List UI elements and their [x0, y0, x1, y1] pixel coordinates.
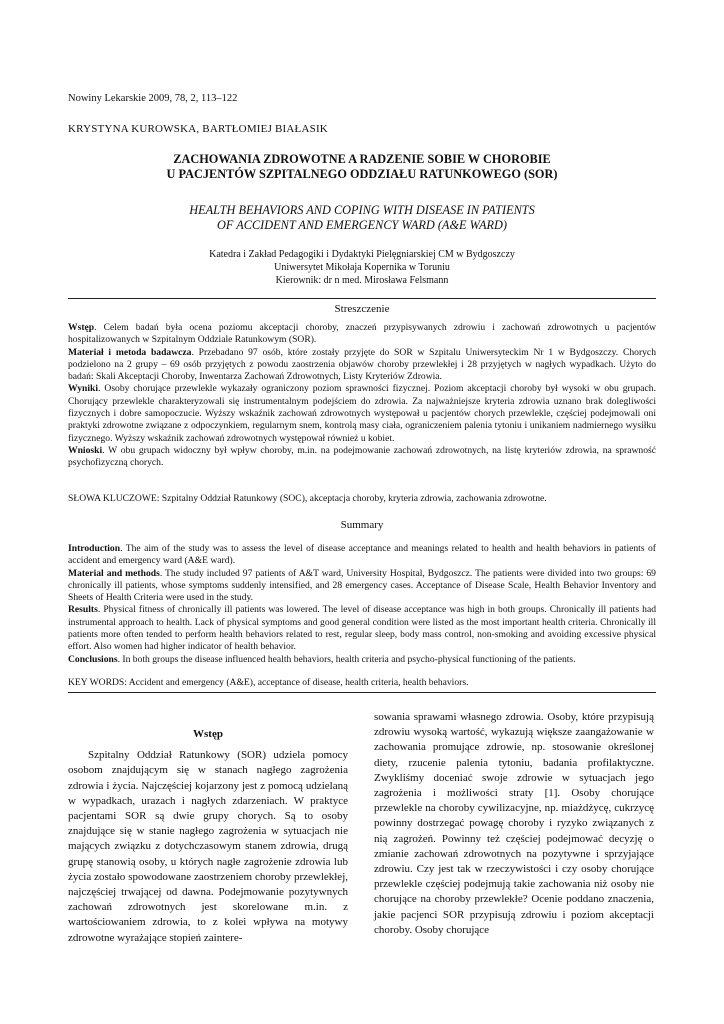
abstract-label: Wnioski — [68, 444, 103, 456]
body-paragraph: Szpitalny Oddział Ratunkowy (SOR) udziela pomocy osobom znajdującym się w stanach nagłego zagrożenia zdrowia i życia. Najczęściej kojarzony jest z pomocą udzielaną w wypadkach, urazach i nagłych zdarzeniach. W praktyce pacjentami SOR są dwie grupy chorych. Są to osoby znajdujące się w stanie nagłego zagrożenia w sytuacjach nie mających związku z dotychczasowym stanem zdrowia, drugą grupę stanowią osoby, u których nagłe zagrożenie zdrowia lub życia zostało spowodowane zaostrzeniem choroby przewlekłej, najczęściej trwającej od dawna. Podejmowanie pozytywnych zachowań zdrowotnych jest skorelowane m.in. z wartościowaniem zdrowia, to z kolei wpływa na motywy zdrowotne wyrażające stopień zaintere- — [68, 749, 348, 944]
abstract-text: . Przebadano 97 osób, które zostały przyjęte do SOR w Szpitalu Uniwersyteckim Nr 1 w Bydgoszczy. Chorych podzielono na 2 grupy – 69 osób przyjętych z powodu zaostrzenia objawów choroby przewlekłej i 28 przyjętych w nagłych wypadkach. Użyto do badań: Skali Akceptacji Choroby, Inwentarza Zachowań Zdrowotnych, Listy Kryteriów Zdrowia. — [68, 346, 656, 383]
section-heading: Wstęp — [193, 728, 223, 740]
title-polish — [68, 152, 656, 182]
abstract-label: Materiał i metoda badawcza — [68, 346, 192, 358]
abstract-label: Wyniki — [68, 383, 99, 395]
title-english-line: OF ACCIDENT AND EMERGENCY WARD (A&E WARD) — [217, 218, 507, 232]
keywords-english: KEY WORDS: Accident and emergency (A&E), acceptance of disease, health criteria, health behaviors. — [68, 677, 469, 688]
affiliation — [68, 249, 656, 287]
title-english — [68, 203, 656, 233]
title-polish-line: U PACJENTÓW SZPITALNEGO ODDZIAŁU RATUNKOWEGO (SOR) — [166, 167, 558, 181]
abstract-paragraph — [68, 322, 656, 347]
abstract-text: . W obu grupach widoczny był wpływ choroby, m.in. na podejmowanie zachowań zdrowotnych, na listę kryteriów zdrowia, na sprawność psychofizyczną chorych. — [68, 444, 656, 469]
authors: KRYSTYNA KUROWSKA, BARTŁOMIEJ BIAŁASIK — [68, 123, 328, 135]
streszczenie-heading: Streszczenie — [334, 303, 390, 315]
abstract-paragraph — [68, 383, 656, 444]
abstract-label: Results — [68, 604, 98, 616]
abstract-paragraph — [68, 347, 656, 384]
abstract-paragraph — [68, 568, 656, 605]
journal-reference: Nowiny Lekarskie 2009, 78, 2, 113–122 — [68, 93, 238, 104]
abstract-paragraph — [68, 445, 656, 470]
summary-heading: Summary — [340, 519, 384, 531]
abstract-paragraph — [68, 654, 656, 666]
divider — [68, 298, 656, 299]
affiliation-line: Katedra i Zakład Pedagogiki i Dydaktyki Pielęgniarskiej CM w Bydgoszczy — [209, 249, 515, 260]
body-paragraph: sowania sprawami własnego zdrowia. Osoby, które przypisują zdrowiu wysoką wartość, wykazują większe zaangażowanie w zachowania promujące zdrowie, np. stosowanie określonej diety, rzucenie palenia tytoniu, badania profilaktyczne. Zwykliśmy doceniać swoje zdrowie w sytuacjach jego zagrożenia i możliwości straty [1]. Osoby chorujące przewlekle na choroby cywilizacyjne, np. miażdżycę, cukrzycę powinny dostrzegać powagę choroby i ryzyko związanych z nią zagrożeń. Powinny też częściej podejmować decyzję o zmianie zachowań zdrowotnych na pozytywne i sprzyjające zdrowiu. Czy jest tak w rzeczywistości i czy osoby chorujące przewlekle częściej podejmują takie zachowania niż osoby nie chorujące na choroby przewlekłe? Ocenie poddano znaczenia, jakie pacjenci SOR przypisują zdrowiu i poziom akceptacji choroby. Osoby chorujące — [374, 711, 654, 936]
affiliation-line: Kierownik: dr n med. Mirosława Felsmann — [275, 274, 449, 286]
abstract-label: Material and methods — [68, 567, 160, 579]
title-polish-line: ZACHOWANIA ZDROWOTNE A RADZENIE SOBIE W CHOROBIE — [173, 152, 551, 166]
abstract-paragraph — [68, 543, 656, 568]
abstract-text: . In both groups the disease influenced health behaviors, health criteria and psycho-physical functioning of the patients. — [117, 653, 576, 665]
body-column-right — [374, 710, 654, 938]
affiliation-line: Uniwersytet Mikołaja Kopernika w Toruniu — [274, 261, 450, 273]
abstract-label: Introduction — [68, 543, 121, 554]
abstract-paragraph — [68, 604, 656, 653]
keywords-polish: SŁOWA KLUCZOWE: Szpitalny Oddział Ratunkowy (SOC), akceptacja choroby, kryteria zdrowia, zachowania zdrowotne. — [68, 493, 547, 504]
abstract-text: . The study included 97 patients of A&T ward, University Hospital, Bydgoszcz. The patients were divided into two groups: 69 chronically ill patients, whose symptoms suddenly intensified, and 28 emergency cases. Acceptance of Disease Scale, Health Behavior Inventory and Sheets of Health Criteria were used in the study. — [68, 567, 656, 604]
body-column-left — [68, 727, 348, 946]
abstract-label: Conclusions — [68, 653, 118, 665]
abstract-text: . Osoby chorujące przewlekle wykazały ograniczony poziom sprawności fizycznej. Poziom akceptacji choroby był wysoki w obu grupach. Chorujący przewlekle charakteryzowali się instrumentalnym podejściem do zdrowia. Za najważniejsze kryteria zdrowia uznano brak dolegliwości fizycznych i dobre samopoczucie. Wyższy wskaźnik zachowań zdrowotnych występował u pacjentów chorych przewlekle, częściej podejmowali oni praktyki zdrowotne związane z odpoczynkiem, regularnym snem, kontrolą masy ciała, ograniczeniem palenia tytoniu i unikaniem nadmiernego wysiłku fizycznego. Wyższy wskaźnik zachowań zdrowotnych występował również u kobiet. — [68, 383, 656, 444]
summary-body — [68, 543, 656, 666]
abstract-text: . Celem badań była ocena poziomu akceptacji choroby, znaczeń przypisywanych zdrowiu i zachowań zdrowotnych u pacjentów hospitalizowanych w Szpitalnym Oddziale Ratunkowym (SOR). — [68, 322, 656, 346]
divider — [68, 692, 656, 693]
abstract-label: Wstęp — [68, 322, 95, 333]
title-english-line: HEALTH BEHAVIORS AND COPING WITH DISEASE IN PATIENTS — [189, 203, 535, 217]
abstract-text: . The aim of the study was to assess the level of disease acceptance and meanings related to health and health behaviors in patients of accident and emergency ward (A&E ward). — [68, 543, 656, 567]
abstract-text: . Physical fitness of chronically ill patients was lowered. The level of disease acceptance was high in both groups. Chronically ill patients had instrumental approach to health. Lack of physical symptoms and good general condition were listed as the most important health criteria. Chronically ill patients more often tended to perform health behaviors related to rest, regular sleep, body mass control, non-smoking and avoiding excessive physical effort. Also women had higher indicator of health behavior. — [68, 604, 656, 653]
streszczenie-body — [68, 322, 656, 470]
